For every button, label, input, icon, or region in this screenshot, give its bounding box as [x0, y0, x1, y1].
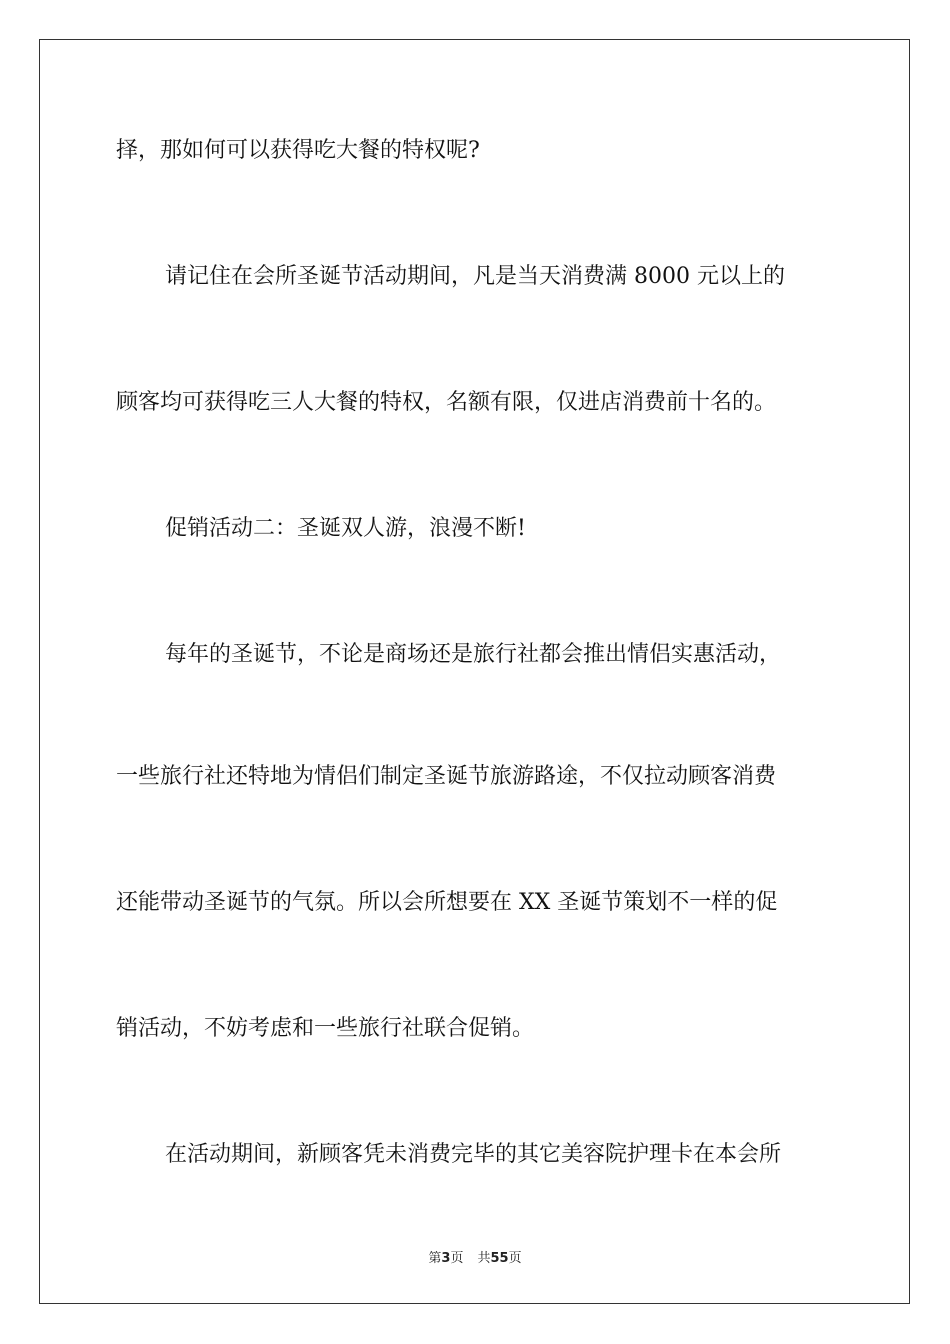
page-footer	[0, 1247, 950, 1266]
current-page-number: 3	[441, 1251, 451, 1266]
total-suffix: 页	[508, 1251, 522, 1266]
paragraph-line-6: 一些旅行社还特地为情侣们制定圣诞节旅游路途，不仅拉动顾客消费	[116, 764, 777, 789]
paragraph-line-2: 请记住在会所圣诞节活动期间，凡是当天消费满 8000 元以上的	[165, 264, 785, 289]
page-suffix: 页	[450, 1251, 464, 1266]
paragraph-line-3: 顾客均可获得吃三人大餐的特权，名额有限，仅进店消费前十名的。	[116, 390, 777, 415]
page-border	[39, 39, 910, 1304]
paragraph-line-8: 销活动，不妨考虑和一些旅行社联合促销。	[116, 1016, 535, 1041]
paragraph-line-9: 在活动期间，新顾客凭未消费完毕的其它美容院护理卡在本会所	[165, 1142, 782, 1167]
page-prefix: 第	[428, 1251, 442, 1266]
total-prefix: 共	[477, 1251, 491, 1266]
paragraph-line-7: 还能带动圣诞节的气氛。所以会所想要在 XX 圣诞节策划不一样的促	[116, 890, 778, 915]
paragraph-line-5: 每年的圣诞节，不论是商场还是旅行社都会推出情侣实惠活动，	[165, 642, 782, 667]
total-page-number: 55	[490, 1251, 509, 1266]
paragraph-line-1: 择，那如何可以获得吃大餐的特权呢?	[116, 138, 480, 163]
paragraph-line-4: 促销活动二：圣诞双人游，浪漫不断!	[165, 516, 526, 541]
